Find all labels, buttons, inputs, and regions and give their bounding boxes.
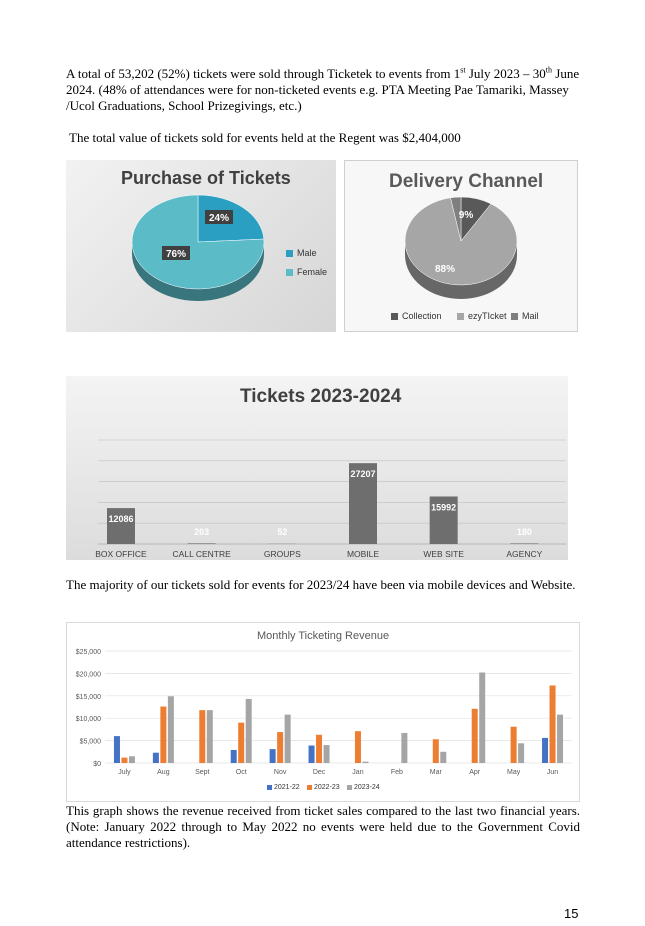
revenue-bar-dec-2022-23 [316, 735, 322, 763]
revenue-bar-aug-2021-22 [153, 753, 159, 763]
revenue-month-label-3: Oct [235, 769, 247, 776]
legend-swatch-mail [511, 313, 518, 320]
purchase-pie-label-0: 24% [208, 213, 230, 224]
revenue-month-label-6: Jan [352, 769, 364, 776]
revenue-month-label-4: Nov [273, 769, 287, 776]
intro-sup-2: th [545, 65, 553, 75]
tickets-bar-title: Tickets 2023-2024 [240, 386, 402, 407]
revenue-bar-jan-2022-23 [355, 731, 361, 763]
revenue-tick-label-1: $5,000 [79, 738, 101, 746]
revenue-month-label-1: Aug [157, 769, 170, 776]
intro-text-b: July 2023 – 30 [465, 66, 546, 81]
revenue-tick-label-4: $20,000 [75, 671, 101, 679]
revenue-bar-aug-2022-23 [160, 707, 166, 763]
legend-swatch-male [286, 250, 293, 257]
legend-item-2023-24 [347, 784, 380, 791]
delivery-pie-panel [344, 160, 578, 332]
revenue-bar-oct-2022-23 [238, 723, 244, 763]
tickets-value-label-0: 12086 [108, 514, 134, 525]
legend-swatch-2021-22 [267, 785, 272, 790]
revenue-bar-jan-2023-24 [362, 762, 368, 763]
intro-text-a: A total of 53,202 (52%) tickets were sold through Ticketek to events from 1 [66, 66, 461, 81]
legend-swatch-2022-23 [307, 785, 312, 790]
legend-label-female: Female [297, 267, 328, 277]
tickets-category-label-3: MOBILE [346, 549, 380, 559]
revenue-chart-title: Monthly Ticketing Revenue [257, 630, 390, 642]
legend-swatch-collection [391, 313, 398, 320]
bottom-paragraph: This graph shows the revenue received from ticket sales compared to the last two financial years. (Note: January 2022 through to May 2022 no events were held due to the Government Covid attendance restrictions). [66, 803, 580, 850]
legend-swatch-2023-24 [347, 785, 352, 790]
mid-paragraph: The majority of our tickets sold for events for 2023/24 have been via mobile devices and Website. [66, 577, 576, 592]
revenue-month-label-9: Apr [469, 769, 481, 776]
revenue-bar-dec-2023-24 [324, 745, 330, 763]
delivery-pie-label-1: 88% [434, 264, 456, 275]
tickets-category-label-0: BOX OFFICE [95, 549, 147, 559]
revenue-tick-label-3: $15,000 [75, 693, 101, 701]
revenue-chart-svg [67, 623, 581, 803]
revenue-bar-may-2022-23 [511, 727, 517, 763]
legend-item-ezyticket [457, 311, 507, 321]
legend-item-2022-23 [307, 784, 340, 791]
legend-swatch-female [286, 269, 293, 276]
delivery-pie-label-0: 9% [458, 210, 474, 221]
revenue-month-label-8: Mar [429, 769, 442, 776]
legend-item-2021-22 [267, 784, 300, 791]
revenue-bar-mar-2023-24 [440, 752, 446, 763]
tickets-bar-panel [66, 376, 568, 560]
revenue-bar-oct-2023-24 [246, 699, 252, 763]
revenue-bar-apr-2022-23 [472, 709, 478, 763]
revenue-tick-label-2: $10,000 [75, 716, 101, 724]
delivery-pie-svg [345, 161, 579, 333]
revenue-month-label-11: Jun [546, 769, 559, 776]
revenue-tick-label-5: $25,000 [75, 649, 101, 656]
revenue-tick-label-0: $0 [93, 761, 101, 768]
revenue-month-label-5: Dec [312, 769, 326, 776]
revenue-bar-july-2022-23 [121, 758, 127, 763]
revenue-bar-july-2023-24 [129, 756, 135, 763]
revenue-bar-mar-2022-23 [433, 739, 439, 763]
revenue-bar-jun-2022-23 [550, 685, 556, 763]
tickets-category-label-1: CALL CENTRE [172, 549, 231, 559]
revenue-bar-dec-2021-22 [309, 746, 315, 763]
revenue-bar-july-2021-22 [114, 736, 120, 763]
revenue-bar-jun-2021-22 [542, 738, 548, 763]
legend-label-2021-22: 2021-22 [274, 784, 300, 791]
legend-swatch-ezyticket [457, 313, 464, 320]
intro-sup-1: st [460, 65, 466, 75]
legend-label-ezyticket: ezyTIcket [468, 311, 507, 321]
tickets-bar-svg [66, 376, 568, 560]
purchase-pie-panel [66, 160, 336, 332]
revenue-bar-oct-2021-22 [231, 750, 237, 763]
purchase-pie-label-1: 76% [165, 249, 187, 260]
tickets-bar-agency [510, 543, 538, 544]
revenue-month-label-0: July [118, 769, 131, 776]
revenue-bar-nov-2021-22 [270, 749, 276, 763]
intro-text-c: June 2024. (48% of attendances were for non-ticketed events e.g. PTA Meeting Pae Tamariki, Massey /Ucol Graduations, School Prizegivings, etc.) [66, 66, 580, 113]
revenue-bar-sept-2022-23 [199, 710, 205, 763]
page-number: 15 [564, 906, 579, 921]
legend-label-male: Male [297, 248, 317, 258]
tickets-value-label-4: 15992 [431, 502, 457, 513]
legend-item-collection [391, 311, 442, 321]
revenue-month-label-2: Sept [195, 769, 210, 776]
legend-label-collection: Collection [402, 311, 442, 321]
revenue-month-label-7: Feb [390, 769, 403, 776]
purchase-pie-svg [66, 160, 336, 332]
delivery-pie-title: Delivery Channel [389, 171, 544, 192]
legend-label-2022-23: 2022-23 [314, 784, 340, 791]
revenue-chart-panel [66, 622, 580, 802]
tickets-value-label-2: 52 [277, 527, 288, 537]
legend-label-2023-24: 2023-24 [354, 784, 380, 791]
tickets-category-label-4: WEB SITE [423, 549, 464, 559]
revenue-bar-may-2023-24 [518, 743, 524, 763]
tickets-category-label-5: AGENCY [506, 549, 543, 559]
purchase-pie-title: Purchase of Tickets [121, 168, 291, 188]
legend-item-mail [511, 311, 539, 321]
revenue-bar-sept-2023-24 [207, 710, 213, 763]
tickets-value-label-5: 180 [516, 527, 532, 537]
legend-item-male [286, 248, 317, 258]
tickets-value-label-1: 203 [194, 527, 210, 537]
revenue-bar-jun-2023-24 [557, 715, 563, 763]
revenue-month-label-10: May [507, 769, 521, 776]
legend-item-female [286, 267, 327, 277]
tickets-category-label-2: GROUPS [263, 549, 301, 559]
revenue-bar-apr-2023-24 [479, 673, 485, 763]
tickets-value-label-3: 27207 [350, 469, 376, 480]
intro-paragraph [66, 66, 580, 114]
legend-label-mail: Mail [522, 311, 539, 321]
revenue-bar-nov-2023-24 [285, 715, 291, 763]
revenue-bar-feb-2023-24 [401, 733, 407, 763]
tickets-bar-call-centre [188, 543, 216, 544]
total-value-paragraph: The total value of tickets sold for events held at the Regent was $2,404,000 [69, 130, 461, 145]
revenue-bar-aug-2023-24 [168, 696, 174, 763]
revenue-bar-nov-2022-23 [277, 732, 283, 763]
